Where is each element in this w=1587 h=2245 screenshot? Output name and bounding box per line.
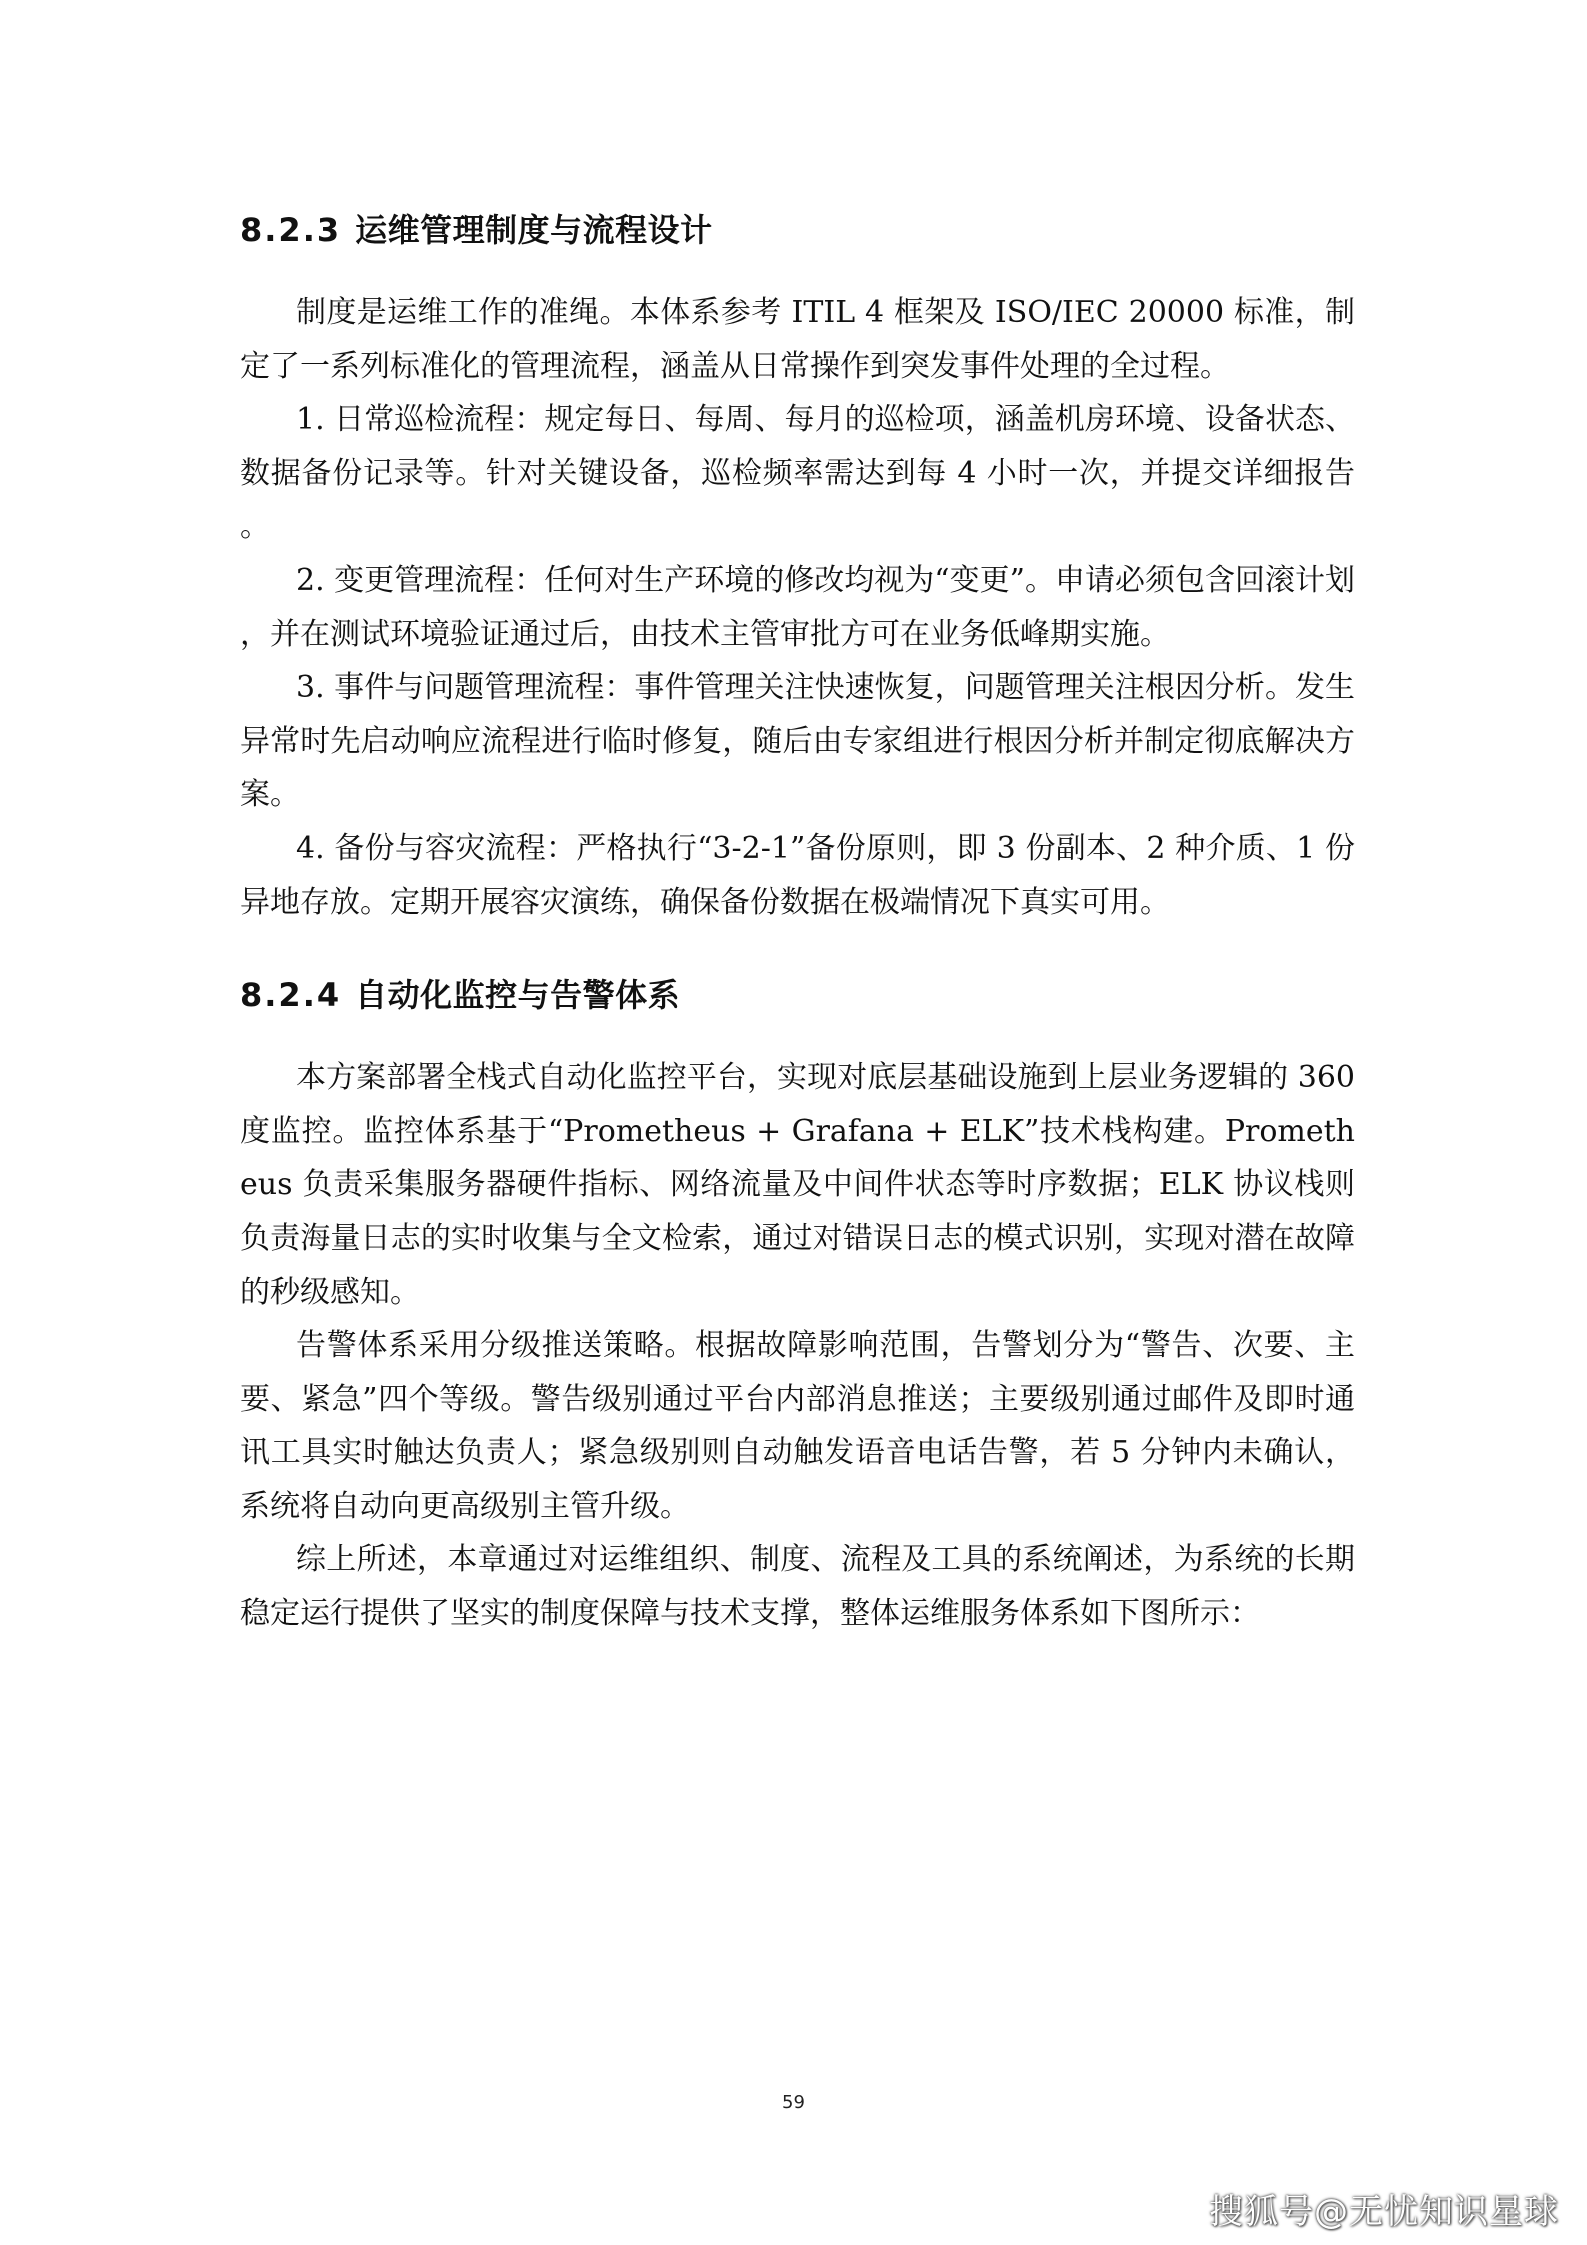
page-content (240, 206, 1355, 1641)
section-title: 自动化监控与告警体系 (355, 976, 681, 1015)
section-title: 运维管理制度与流程设计 (355, 211, 713, 249)
paragraph-incident-problem-management: 3. 事件与问题管理流程：事件管理关注快速恢复，问题管理关注根因分析。发生异常时先启动响应流程进行临时修复，随后由专家组进行根因分析并制定彻底解决方案。 (240, 670, 1355, 813)
paragraph-alert-levels: 告警体系采用分级推送策略。根据故障影响范围，告警划分为“警告、次要、主要、紧急”四个等级。警告级别通过平台内部消息推送；主要级别通过邮件及即时通讯工具实时触达负责人；紧急级别则自动触发语音电话告警，若 5 分钟内未确认，系统将自动向更高级别主管升级。 (240, 1328, 1355, 1524)
paragraph-backup-disaster-recovery: 4. 备份与容灾流程：严格执行“3-2-1”备份原则，即 3 份副本、2 种介质、1 份异地存放。定期开展容灾演练，确保备份数据在极端情况下真实可用。 (240, 830, 1355, 920)
paragraph-monitoring-platform: 本方案部署全栈式自动化监控平台，实现对底层基础设施到上层业务逻辑的 360 度监控。监控体系基于“Prometheus + Grafana + ELK”技术栈构建。Prometheus 负责采集服务器硬件指标、网络流量及中间件状态等时序数据；ELK 协议栈则负责海量日志的实时收集与全文检索，通过对错误日志的模式识别，实现对潜在故障的秒级感知。 (240, 1060, 1355, 1310)
paragraph-change-management: 2. 变更管理流程：任何对生产环境的修改均视为“变更”。申请必须包含回滚计划，并在测试环境验证通过后，由技术主管审批方可在业务低峰期实施。 (240, 562, 1355, 652)
section-heading-8-2-4 (240, 971, 1355, 1019)
paragraph-intro: 制度是运维工作的准绳。本体系参考 ITIL 4 框架及 ISO/IEC 20000 标准，制定了一系列标准化的管理流程，涵盖从日常操作到突发事件处理的全过程。 (240, 295, 1355, 384)
section-heading-8-2-3 (240, 206, 1355, 254)
page-number: 59 (782, 2092, 805, 2113)
section-number: 8.2.4 (240, 976, 342, 1015)
watermark-text: 搜狐号@无忧知识星球 (1209, 2192, 1559, 2232)
section-number: 8.2.3 (240, 211, 342, 249)
paragraph-summary: 综上所述，本章通过对运维组织、制度、流程及工具的系统阐述，为系统的长期稳定运行提供了坚实的制度保障与技术支撑，整体运维服务体系如下图所示： (240, 1542, 1355, 1632)
paragraph-inspection-process: 1. 日常巡检流程：规定每日、每周、每月的巡检项，涵盖机房环境、设备状态、数据备份记录等。针对关键设备，巡检频率需达到每 4 小时一次，并提交详细报告。 (240, 402, 1355, 545)
